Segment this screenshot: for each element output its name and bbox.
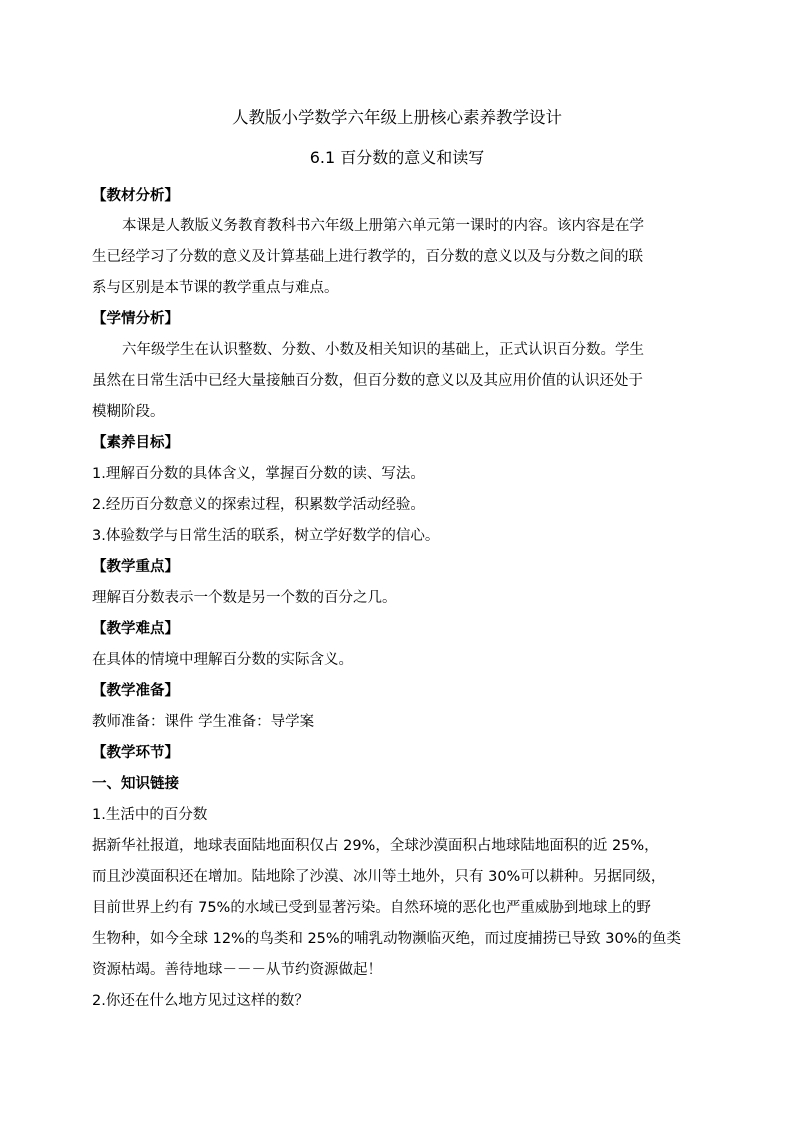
paragraph-line: 六年级学生在认识整数、分数、小数及相关知识的基础上，正式认识百分数。学生 [122, 342, 644, 358]
section-heading-preparation: 【教学准备】 [92, 683, 179, 699]
section-heading-teaching-steps: 【教学环节】 [92, 745, 179, 761]
lesson-title: 6.1 百分数的意义和读写 [309, 148, 485, 167]
list-item: 1.生活中的百分数 [92, 807, 208, 823]
subsection-heading-knowledge-link: 一、知识链接 [92, 776, 179, 792]
paragraph-line: 在具体的情境中理解百分数的实际含义。 [92, 652, 353, 668]
paragraph-line: 教师准备：课件 学生准备：导学案 [92, 714, 315, 730]
section-heading-key-points: 【教学重点】 [92, 559, 179, 575]
paragraph-line: 虽然在日常生活中已经大量接触百分数，但百分数的意义以及其应用价值的认识还处于 [92, 373, 643, 389]
section-heading-difficulties: 【教学难点】 [92, 621, 179, 637]
paragraph-line: 生物种，如今全球 12%的鸟类和 25%的哺乳动物濒临灭绝，而过度捕捞已导致 30%的鱼类 [92, 931, 682, 947]
paragraph-line: 据新华社报道，地球表面陆地面积仅占 29%，全球沙漠面积占地球陆地面积的近 25%， [92, 838, 659, 854]
list-item: 3.体验数学与日常生活的联系，树立学好数学的信心。 [92, 528, 440, 544]
paragraph-line: 而且沙漠面积还在增加。陆地除了沙漠、冰川等土地外，只有 30%可以耕种。另据同级， [92, 869, 666, 885]
paragraph-line: 生已经学习了分数的意义及计算基础上进行教学的，百分数的意义以及与分数之间的联 [92, 249, 643, 265]
paragraph-line: 目前世界上约有 75%的水域已受到显著污染。自然环境的恶化也严重威胁到地球上的野 [92, 900, 651, 916]
paragraph-line: 本课是人教版义务教育教科书六年级上册第六单元第一课时的内容。该内容是在学 [122, 218, 644, 234]
list-item: 2.经历百分数意义的探索过程，积累数学活动经验。 [92, 497, 425, 513]
paragraph-line: 模糊阶段。 [92, 404, 165, 420]
list-item: 2.你还在什么地方见过这样的数？ [92, 993, 309, 1009]
section-heading-material-analysis: 【教材分析】 [92, 188, 179, 204]
section-heading-student-analysis: 【学情分析】 [92, 311, 179, 327]
paragraph-line: 资源枯竭。善待地球－－－从节约资源做起！ [92, 962, 382, 978]
document-title: 人教版小学数学六年级上册核心素养教学设计 [232, 108, 562, 127]
list-item: 1.理解百分数的具体含义，掌握百分数的读、写法。 [92, 466, 425, 482]
paragraph-line: 系与区别是本节课的教学重点与难点。 [92, 280, 339, 296]
section-heading-literacy-goals: 【素养目标】 [92, 435, 179, 451]
paragraph-line: 理解百分数表示一个数是另一个数的百分之几。 [92, 590, 397, 606]
